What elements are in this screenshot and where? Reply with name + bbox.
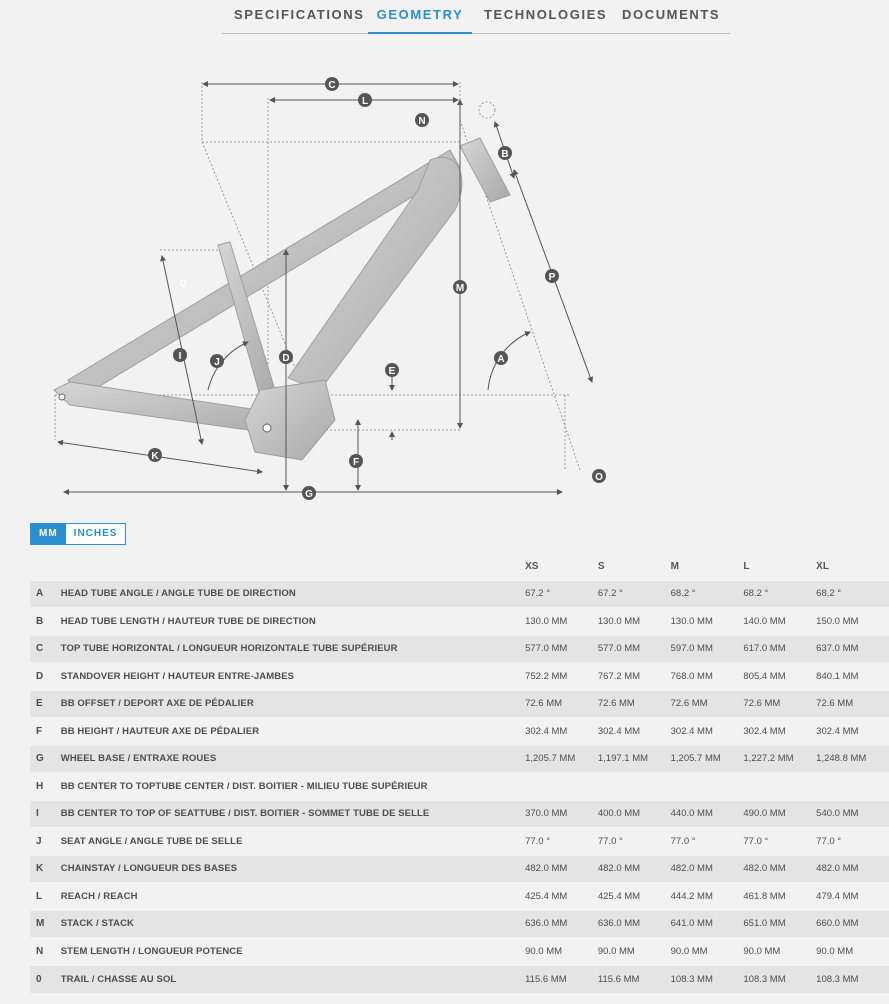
- row-value: 108.3 MM: [743, 965, 816, 993]
- row-letter: A: [30, 580, 61, 608]
- tab-specifications[interactable]: SPECIFICATIONS: [234, 7, 365, 22]
- row-value: 482.0 MM: [743, 855, 816, 883]
- row-label: TRAIL / CHASSE AU SOL: [61, 965, 525, 993]
- row-letter: C: [30, 635, 61, 663]
- row-value: [816, 773, 889, 801]
- table-row: [30, 883, 889, 911]
- tab-geometry[interactable]: GEOMETRY: [368, 7, 472, 34]
- table-row: [30, 965, 889, 993]
- row-letter: L: [30, 883, 61, 911]
- row-label: BB CENTER TO TOP OF SEATTUBE / DIST. BOITIER - SOMMET TUBE DE SELLE: [61, 800, 525, 828]
- row-letter: H: [30, 773, 61, 801]
- row-label: TOP TUBE HORIZONTAL / LONGUEUR HORIZONTALE TUBE SUPÉRIEUR: [61, 635, 525, 663]
- svg-text:K: K: [151, 451, 159, 462]
- row-value: 130.0 MM: [598, 608, 671, 636]
- row-label: REACH / REACH: [61, 883, 525, 911]
- svg-text:I: I: [178, 351, 182, 362]
- row-letter: D: [30, 663, 61, 691]
- table-row: [30, 828, 889, 856]
- table-row: [30, 800, 889, 828]
- row-letter: G: [30, 745, 61, 773]
- table-row: [30, 635, 889, 663]
- row-label: HEAD TUBE ANGLE / ANGLE TUBE DE DIRECTION: [61, 580, 525, 608]
- row-letter: B: [30, 608, 61, 636]
- row-value: 302.4 MM: [525, 718, 598, 746]
- marker-d: [279, 350, 293, 364]
- row-value: 482.0 MM: [816, 855, 889, 883]
- table-row: [30, 608, 889, 636]
- row-value: 1,205.7 MM: [525, 745, 598, 773]
- marker-m: [453, 280, 467, 294]
- row-value: 641.0 MM: [671, 910, 744, 938]
- row-label: STEM LENGTH / LONGUEUR POTENCE: [61, 938, 525, 966]
- marker-i: [173, 348, 187, 362]
- row-value: 461.8 MM: [743, 883, 816, 911]
- size-header: S: [597, 561, 605, 573]
- svg-text:F: F: [352, 457, 360, 468]
- marker-j: [210, 354, 224, 368]
- row-value: 425.4 MM: [598, 883, 671, 911]
- row-value: 72.6 MM: [671, 690, 744, 718]
- table-row: [30, 855, 889, 883]
- row-value: 636.0 MM: [598, 910, 671, 938]
- row-value: 90.0 MM: [598, 938, 671, 966]
- row-value: 1,205.7 MM: [671, 745, 744, 773]
- marker-a: [494, 351, 508, 365]
- table-header: [30, 554, 889, 580]
- svg-text:D: D: [282, 353, 290, 364]
- row-value: 370.0 MM: [525, 800, 598, 828]
- row-value: 1,227.2 MM: [743, 745, 816, 773]
- row-value: 302.4 MM: [598, 718, 671, 746]
- row-value: 651.0 MM: [743, 910, 816, 938]
- table-row: [30, 718, 889, 746]
- unit-toggle: [30, 523, 126, 545]
- marker-c: [325, 77, 339, 91]
- svg-text:C: C: [328, 80, 336, 91]
- row-label: WHEEL BASE / ENTRAXE ROUES: [61, 745, 525, 773]
- size-header: XS: [525, 561, 539, 573]
- row-value: [671, 773, 744, 801]
- row-value: 444.2 MM: [671, 883, 744, 911]
- row-value: 90.0 MM: [525, 938, 598, 966]
- row-value: 1,197.1 MM: [598, 745, 671, 773]
- row-letter: F: [30, 718, 61, 746]
- svg-text:A: A: [497, 354, 505, 365]
- unit-inches-button[interactable]: INCHES: [66, 524, 126, 544]
- row-value: [743, 773, 816, 801]
- marker-e: [385, 363, 399, 377]
- marker-f: [349, 454, 363, 468]
- row-value: 490.0 MM: [743, 800, 816, 828]
- marker-k: [148, 448, 162, 462]
- row-value: 636.0 MM: [525, 910, 598, 938]
- row-value: 752.2 MM: [525, 663, 598, 691]
- svg-text:E: E: [388, 366, 396, 377]
- row-value: 767.2 MM: [598, 663, 671, 691]
- row-value: 482.0 MM: [598, 855, 671, 883]
- row-value: 68.2 °: [816, 580, 889, 608]
- row-value: 482.0 MM: [525, 855, 598, 883]
- row-label: HEAD TUBE LENGTH / HAUTEUR TUBE DE DIRECTION: [61, 608, 525, 636]
- unit-mm-button[interactable]: MM: [31, 524, 66, 544]
- row-label: STACK / STACK: [61, 910, 525, 938]
- row-value: 115.6 MM: [598, 965, 671, 993]
- row-value: [598, 773, 671, 801]
- table-row: [30, 773, 889, 801]
- svg-text:Q: Q: [179, 278, 187, 288]
- row-value: 540.0 MM: [816, 800, 889, 828]
- svg-text:N: N: [418, 116, 426, 127]
- geometry-diagram: [40, 60, 680, 510]
- table-row: [30, 580, 889, 608]
- svg-text:G: G: [305, 489, 313, 500]
- tab-documents[interactable]: DOCUMENTS: [622, 7, 721, 22]
- frame: [54, 138, 510, 460]
- row-value: 108.3 MM: [816, 965, 889, 993]
- row-value: 150.0 MM: [816, 608, 889, 636]
- marker-o: [592, 469, 606, 483]
- row-value: 482.0 MM: [671, 855, 744, 883]
- marker-b: [498, 146, 512, 160]
- bike-frame-drawing: [40, 60, 680, 510]
- row-value: 302.4 MM: [671, 718, 744, 746]
- table-row: [30, 690, 889, 718]
- row-value: 637.0 MM: [816, 635, 889, 663]
- row-value: 115.6 MM: [525, 965, 598, 993]
- row-value: 597.0 MM: [671, 635, 744, 663]
- svg-text:L: L: [361, 96, 369, 107]
- marker-n: [415, 113, 429, 127]
- row-value: 130.0 MM: [525, 608, 598, 636]
- row-value: 108.3 MM: [671, 965, 744, 993]
- row-letter: N: [30, 938, 61, 966]
- row-value: 67.2 °: [598, 580, 671, 608]
- row-value: 77.0 °: [816, 828, 889, 856]
- row-value: 840.1 MM: [816, 663, 889, 691]
- size-header: XL: [816, 561, 829, 573]
- svg-text:B: B: [501, 149, 509, 160]
- row-value: 302.4 MM: [816, 718, 889, 746]
- row-value: 1,248.8 MM: [816, 745, 889, 773]
- row-value: 90.0 MM: [816, 938, 889, 966]
- svg-text:J: J: [214, 357, 220, 368]
- row-value: 768.0 MM: [671, 663, 744, 691]
- row-label: BB OFFSET / DEPORT AXE DE PÉDALIER: [61, 690, 525, 718]
- row-letter: M: [30, 910, 61, 938]
- row-value: 440.0 MM: [671, 800, 744, 828]
- row-label: STANDOVER HEIGHT / HAUTEUR ENTRE-JAMBES: [61, 663, 525, 691]
- row-value: 130.0 MM: [671, 608, 744, 636]
- row-value: 400.0 MM: [598, 800, 671, 828]
- size-header: L: [743, 561, 750, 573]
- row-letter: I: [30, 800, 61, 828]
- row-value: 72.6 MM: [598, 690, 671, 718]
- svg-text:O: O: [595, 472, 603, 483]
- row-value: 302.4 MM: [743, 718, 816, 746]
- table-row: [30, 745, 889, 773]
- row-letter: 0: [30, 965, 61, 993]
- row-value: 77.0 °: [743, 828, 816, 856]
- row-letter: J: [30, 828, 61, 856]
- marker-g: [302, 486, 316, 500]
- row-value: 90.0 MM: [671, 938, 744, 966]
- row-value: 77.0 °: [598, 828, 671, 856]
- tab-technologies[interactable]: TECHNOLOGIES: [484, 7, 608, 22]
- row-value: 72.6 MM: [525, 690, 598, 718]
- row-value: 425.4 MM: [525, 883, 598, 911]
- row-value: 68.2 °: [671, 580, 744, 608]
- row-value: 617.0 MM: [743, 635, 816, 663]
- row-value: 90.0 MM: [743, 938, 816, 966]
- marker-l: [358, 93, 372, 107]
- row-value: 479.4 MM: [816, 883, 889, 911]
- table-row: [30, 938, 889, 966]
- row-value: 805.4 MM: [743, 663, 816, 691]
- row-value: 72.6 MM: [816, 690, 889, 718]
- table-row: [30, 910, 889, 938]
- row-label: SEAT ANGLE / ANGLE TUBE DE SELLE: [61, 828, 525, 856]
- size-header: M: [670, 561, 679, 573]
- row-value: 68.2 °: [743, 580, 816, 608]
- row-label: BB HEIGHT / HAUTEUR AXE DE PÉDALIER: [61, 718, 525, 746]
- row-value: [525, 773, 598, 801]
- row-label: CHAINSTAY / LONGUEUR DES BASES: [61, 855, 525, 883]
- svg-text:P: P: [548, 272, 556, 283]
- tab-bar: [222, 0, 730, 34]
- geometry-table: [30, 554, 889, 993]
- row-value: 77.0 °: [671, 828, 744, 856]
- row-value: 140.0 MM: [743, 608, 816, 636]
- marker-p: [545, 269, 559, 283]
- row-value: 577.0 MM: [525, 635, 598, 663]
- marker-q: [179, 278, 186, 288]
- row-label: BB CENTER TO TOPTUBE CENTER / DIST. BOITIER - MILIEU TUBE SUPÉRIEUR: [61, 773, 525, 801]
- row-value: 67.2 °: [525, 580, 598, 608]
- row-value: 660.0 MM: [816, 910, 889, 938]
- row-value: 77.0 °: [525, 828, 598, 856]
- table-row: [30, 663, 889, 691]
- row-value: 577.0 MM: [598, 635, 671, 663]
- row-letter: E: [30, 690, 61, 718]
- row-letter: K: [30, 855, 61, 883]
- row-value: 72.6 MM: [743, 690, 816, 718]
- svg-text:M: M: [455, 283, 465, 294]
